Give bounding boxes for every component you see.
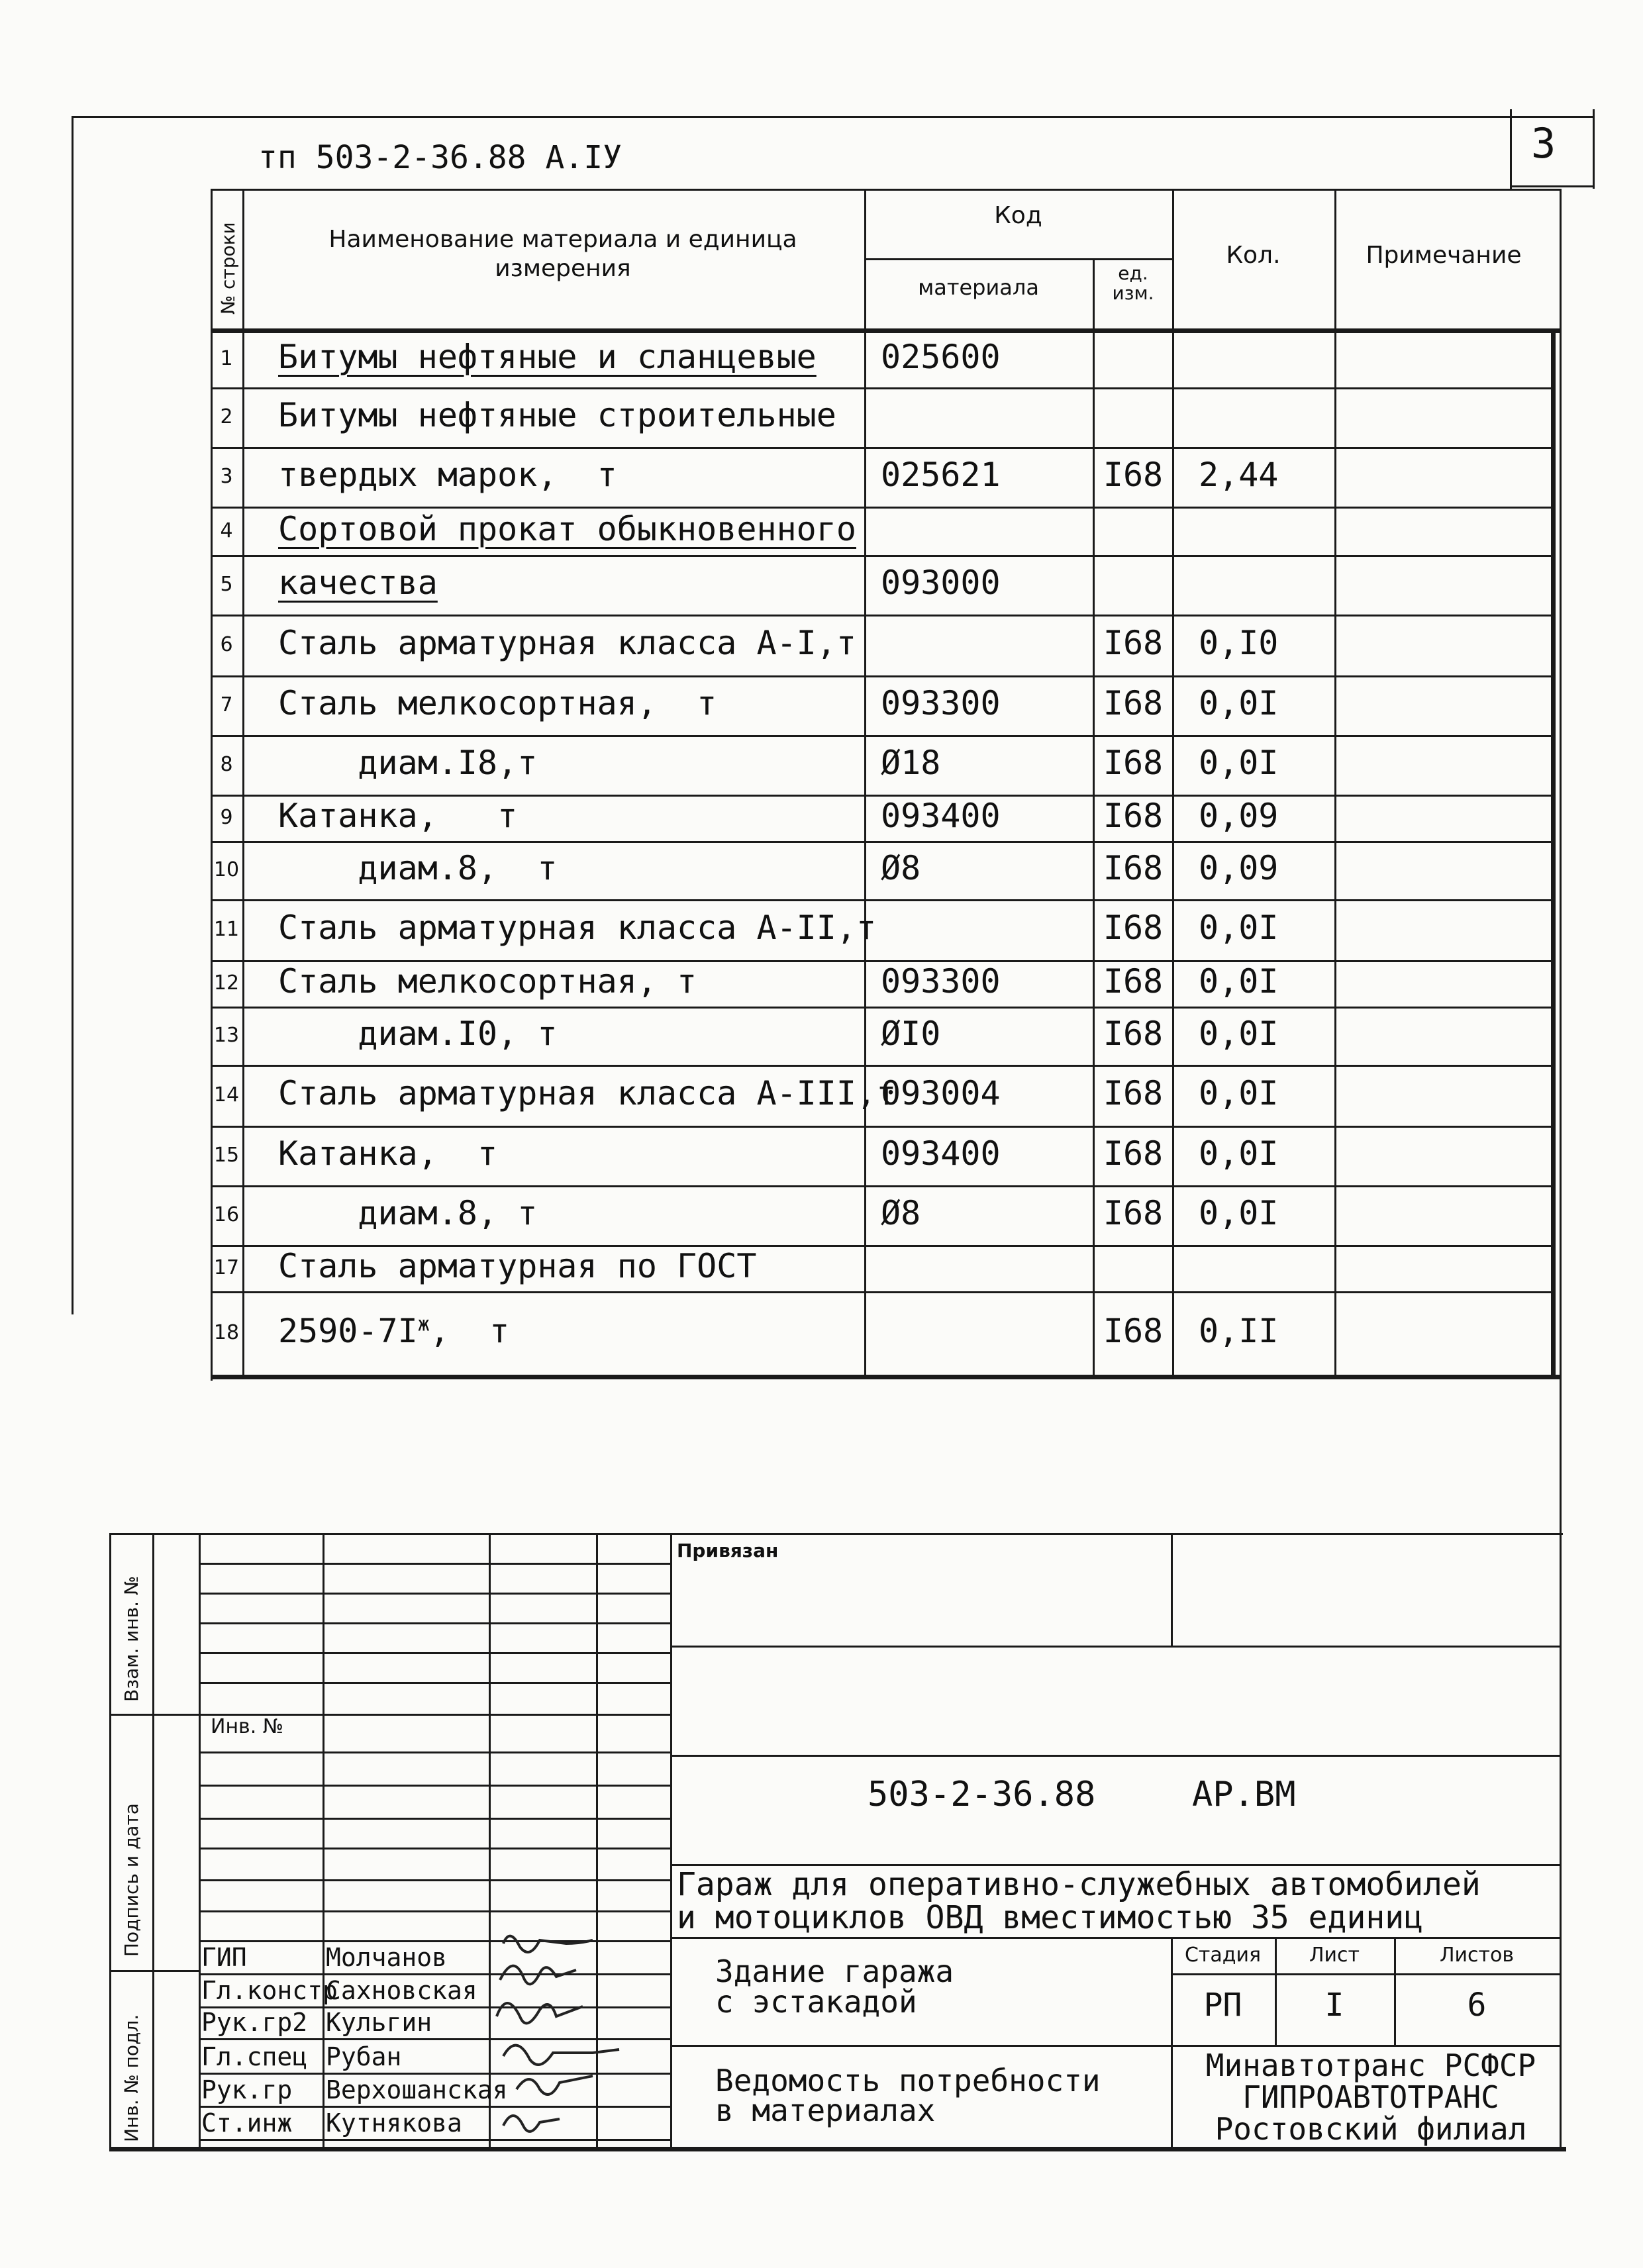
side-label-inv-podl: Инв. № подл. xyxy=(121,2014,142,2142)
signature-3 xyxy=(497,2003,583,2023)
row-unit-code: I68 xyxy=(1103,849,1164,887)
row-number: 3 xyxy=(220,465,233,488)
row-material-name-tail: , т xyxy=(429,1312,510,1350)
row-material-name-sup: ж xyxy=(417,1312,430,1336)
signatures xyxy=(490,1924,669,2142)
frame-left-top xyxy=(72,116,74,1314)
object-name-2: с эстакадой xyxy=(715,1984,917,2020)
row-unit-code: I68 xyxy=(1103,909,1164,947)
row-quantity: 0,0I xyxy=(1199,1014,1279,1053)
row-unit-code: I68 xyxy=(1103,962,1164,1001)
role-person-name: Сахновская xyxy=(326,1976,477,2005)
row-separator xyxy=(211,1007,866,1009)
stamp-left-inner xyxy=(199,1533,201,2149)
row-separator xyxy=(864,1065,1553,1067)
row-material-name xyxy=(278,909,876,947)
row-material-name-text: Катанка, т xyxy=(278,797,518,835)
row-separator xyxy=(864,1185,1553,1187)
row-number: 2 xyxy=(220,405,233,428)
row-quantity: 0,0I xyxy=(1199,1194,1279,1232)
org-line-1: Минавтотранс РСФСР xyxy=(1205,2047,1536,2083)
table-top-border xyxy=(211,189,1562,191)
signature-4 xyxy=(503,2046,619,2065)
stamp-stage-header-line xyxy=(1171,1973,1562,1975)
row-unit-code: I68 xyxy=(1103,456,1164,494)
row-material-name xyxy=(278,1194,537,1232)
stamp-grid-row xyxy=(199,1682,670,1684)
header-qty: Кол. xyxy=(1226,242,1281,269)
row-material-name xyxy=(278,338,817,376)
row-separator xyxy=(211,1185,866,1187)
row-material-code: ØI0 xyxy=(881,1014,941,1053)
row-material-code: 093300 xyxy=(881,684,1001,722)
row-material-name-text: Сталь арматурная класса А-III,т xyxy=(278,1074,897,1112)
header-name: Наименование материала и единица измерения xyxy=(328,226,797,282)
frame-top xyxy=(72,116,1595,118)
row-material-name-text: Катанка, т xyxy=(278,1134,498,1173)
stamp-line-1 xyxy=(670,1646,1561,1648)
row-material-name-text: качества xyxy=(278,564,438,602)
row-material-code: Ø8 xyxy=(881,1194,921,1232)
row-material-name xyxy=(278,1074,896,1112)
row-unit-code: I68 xyxy=(1103,684,1164,722)
header-code-unit: ед. изм. xyxy=(1112,262,1154,304)
row-separator xyxy=(864,1291,1553,1293)
doc-title-1: Ведомость потребности xyxy=(715,2063,1101,2098)
row-material-name xyxy=(278,1247,756,1285)
stamp-grid-row xyxy=(199,1785,670,1787)
row-material-code: Ø18 xyxy=(881,744,941,782)
row-number: 12 xyxy=(213,971,240,995)
stage-label: Стадия xyxy=(1184,1944,1262,1967)
stamp-main-left xyxy=(670,1533,672,2149)
row-separator xyxy=(864,615,1553,616)
org-line-2: ГИПРОАВТОТРАНС xyxy=(1242,2079,1499,2115)
row-quantity: 0,0I xyxy=(1199,1074,1279,1112)
header-code-material: материала xyxy=(918,275,1039,300)
row-material-name-text: 2590-7I xyxy=(278,1312,418,1350)
row-material-name-text: диам.I0, т xyxy=(278,1014,558,1053)
row-quantity: 0,0I xyxy=(1199,744,1279,782)
row-material-name-text: Сталь арматурная по ГОСТ xyxy=(278,1247,757,1285)
row-separator xyxy=(864,555,1553,557)
stamp-grid-row xyxy=(199,1879,670,1881)
row-number: 1 xyxy=(220,346,233,370)
table-right-thick xyxy=(1551,328,1556,1376)
row-number: 18 xyxy=(213,1321,240,1344)
stamp-line-2 xyxy=(670,1755,1561,1757)
row-separator xyxy=(864,841,1553,843)
side-label-divider xyxy=(152,1533,154,2149)
row-material-name-text: диам.I8,т xyxy=(278,744,538,782)
row-unit-code: I68 xyxy=(1103,1194,1164,1232)
row-quantity: 0,0I xyxy=(1199,1134,1279,1173)
row-material-code: 093300 xyxy=(881,962,1001,1001)
row-separator xyxy=(211,1126,866,1128)
role-person-name: Верхошанская xyxy=(326,2075,508,2104)
row-material-code: 093000 xyxy=(881,564,1001,602)
doc-title-2: в материалах xyxy=(715,2093,936,2128)
row-separator xyxy=(211,1291,866,1293)
row-material-name xyxy=(278,1312,509,1350)
stamp-grid-row xyxy=(199,1593,670,1595)
col-divider-qty xyxy=(1334,189,1336,1377)
row-number: 10 xyxy=(213,858,240,881)
col-divider-rowno xyxy=(242,189,244,1377)
frame-right-top xyxy=(1593,109,1595,189)
row-unit-code: I68 xyxy=(1103,624,1164,662)
col-divider-unit xyxy=(1172,189,1174,1377)
row-material-name xyxy=(278,962,697,1001)
role-label: Рук.гр2 xyxy=(201,2008,308,2037)
stamp-bottom-line xyxy=(109,2147,1566,2151)
sheets-value: 6 xyxy=(1467,1987,1487,2024)
row-material-name xyxy=(278,456,617,494)
table-right-border xyxy=(1560,189,1562,1533)
privyazan-divider xyxy=(1171,1533,1173,1646)
side-label-podpis: Подпись и дата xyxy=(121,1803,142,1957)
row-material-name xyxy=(278,797,517,835)
row-separator xyxy=(211,1065,866,1067)
row-material-name-text: Сортовой прокат обыкновенного xyxy=(278,509,856,548)
row-number: 16 xyxy=(213,1203,240,1226)
row-separator xyxy=(864,1245,1553,1247)
row-material-name xyxy=(278,624,856,662)
row-number: 9 xyxy=(220,806,233,829)
row-unit-code: I68 xyxy=(1103,1074,1164,1112)
row-separator xyxy=(211,735,866,737)
stage-value: РП xyxy=(1203,1987,1242,2024)
row-separator xyxy=(211,387,866,389)
role-label: ГИП xyxy=(201,1943,247,1972)
row-number: 11 xyxy=(213,918,240,941)
role-person-name: Кульгин xyxy=(326,2008,432,2037)
header-note: Примечание xyxy=(1366,242,1522,269)
inv-no-label: Инв. № xyxy=(211,1715,284,1738)
row-material-code: 093400 xyxy=(881,1134,1001,1173)
sheet-no-box-left xyxy=(1510,109,1512,189)
role-person-name: Рубан xyxy=(326,2042,402,2071)
row-material-code: 025600 xyxy=(881,337,1001,376)
row-material-name xyxy=(278,564,438,602)
row-separator xyxy=(211,899,866,901)
stamp-grid-row xyxy=(199,1563,670,1565)
role-person-name: Молчанов xyxy=(326,1943,448,1972)
stamp-org-divider xyxy=(1171,1937,1173,2147)
row-unit-code: I68 xyxy=(1103,1312,1164,1350)
stamp-left-outer xyxy=(109,1533,111,2149)
role-label: Рук.гр xyxy=(201,2075,293,2104)
row-quantity: 0,II xyxy=(1199,1312,1279,1350)
stamp-grid-row xyxy=(199,1910,670,1912)
row-separator xyxy=(864,387,1553,389)
row-unit-code: I68 xyxy=(1103,744,1164,782)
stamp-grid-row xyxy=(199,1622,670,1624)
row-unit-code: I68 xyxy=(1103,1014,1164,1053)
signature-1 xyxy=(503,1936,593,1952)
row-material-code: 025621 xyxy=(881,456,1001,494)
object-name-1: Здание гаража xyxy=(715,1953,954,1989)
sheet-value: I xyxy=(1324,1987,1344,2024)
row-number: 7 xyxy=(220,693,233,716)
row-number: 8 xyxy=(220,753,233,776)
row-material-name xyxy=(278,849,557,887)
row-separator xyxy=(211,447,866,449)
header-code: Код xyxy=(994,202,1042,229)
side-sep-2 xyxy=(109,1970,199,1972)
side-sep-1 xyxy=(109,1714,199,1716)
designation: 503-2-36.88 xyxy=(868,1775,1096,1814)
row-separator xyxy=(864,447,1553,449)
row-separator xyxy=(211,1375,866,1377)
row-material-name xyxy=(278,1134,497,1173)
signature-2 xyxy=(500,1966,576,1985)
stamp-top-line xyxy=(109,1533,1563,1535)
row-separator xyxy=(211,555,866,557)
row-material-name-text: диам.8, т xyxy=(278,849,558,887)
stamp-line-4 xyxy=(670,1937,1561,1939)
row-unit-code: I68 xyxy=(1103,797,1164,835)
stamp-grid-row xyxy=(199,1652,670,1654)
row-separator xyxy=(864,1126,1553,1128)
row-material-name-text: Сталь арматурная класса А-II,т xyxy=(278,909,877,947)
signature-5 xyxy=(517,2076,593,2095)
row-separator xyxy=(211,507,866,509)
sheets-label: Листов xyxy=(1439,1944,1515,1967)
row-quantity: 0,0I xyxy=(1199,909,1279,947)
row-material-name-text: Сталь мелкосортная, т xyxy=(278,684,717,722)
row-number: 5 xyxy=(220,573,233,596)
row-material-name-text: твердых марок, т xyxy=(278,456,617,494)
row-number: 4 xyxy=(220,518,233,542)
row-material-name-text: Битумы нефтяные строительные xyxy=(278,396,836,434)
stamp-grid-row xyxy=(199,1848,670,1849)
row-material-name-text: Битумы нефтяные и сланцевые xyxy=(278,337,817,376)
row-material-code: 093004 xyxy=(881,1074,1001,1112)
row-separator xyxy=(864,675,1553,677)
stamp-grid-col xyxy=(323,1533,324,2149)
designation-mark: АР.ВМ xyxy=(1192,1775,1296,1814)
project-title-1: Гараж для оперативно-служебных автомобилей xyxy=(677,1866,1481,1903)
row-quantity: 2,44 xyxy=(1199,456,1279,494)
project-title-2: и мотоциклов ОВД вместимостью 35 единиц xyxy=(677,1899,1424,1936)
side-label-vzam: Взам. инв. № xyxy=(121,1575,142,1702)
role-label: Ст.инж xyxy=(201,2108,293,2138)
col-divider-name xyxy=(864,189,866,1377)
row-number: 6 xyxy=(220,633,233,656)
row-separator xyxy=(864,1007,1553,1009)
row-unit-code: I68 xyxy=(1103,1134,1164,1173)
row-material-name xyxy=(278,510,856,548)
signature-6 xyxy=(503,2116,560,2132)
stamp-line-5 xyxy=(670,2045,1561,2047)
row-number: 17 xyxy=(213,1256,240,1279)
row-material-name xyxy=(278,684,717,722)
row-material-name-text: Сталь мелкосортная, т xyxy=(278,962,697,1001)
row-material-code: 093400 xyxy=(881,797,1001,835)
row-number: 13 xyxy=(213,1024,240,1047)
row-separator xyxy=(211,675,866,677)
row-separator xyxy=(864,1375,1553,1377)
row-material-name xyxy=(278,744,537,782)
row-separator xyxy=(211,841,866,843)
row-material-code: Ø8 xyxy=(881,849,921,887)
header-bottom-line xyxy=(211,328,1562,333)
row-separator xyxy=(864,735,1553,737)
row-quantity: 0,I0 xyxy=(1199,624,1279,662)
header-row-no: № строки xyxy=(217,222,239,315)
row-separator xyxy=(864,507,1553,509)
row-quantity: 0,09 xyxy=(1199,849,1279,887)
row-number: 14 xyxy=(213,1083,240,1107)
row-separator xyxy=(864,899,1553,901)
row-quantity: 0,09 xyxy=(1199,797,1279,835)
row-quantity: 0,0I xyxy=(1199,684,1279,722)
sheet-label: Лист xyxy=(1309,1944,1360,1967)
sheet-no-box-bottom xyxy=(1510,185,1595,187)
stamp-grid-row xyxy=(199,1818,670,1820)
stamp-grid-row xyxy=(199,1751,670,1753)
doc-code-header: тп 503-2-36.88 А.IУ xyxy=(258,139,622,176)
row-quantity: 0,0I xyxy=(1199,962,1279,1001)
privyazan-label: Привязан xyxy=(677,1540,779,1561)
row-number: 15 xyxy=(213,1144,240,1167)
row-material-name-text: диам.8, т xyxy=(278,1194,538,1232)
org-line-3: Ростовский филиал xyxy=(1215,2111,1527,2147)
row-material-name xyxy=(278,396,836,434)
row-material-name-text: Сталь арматурная класса А-I,т xyxy=(278,624,856,662)
role-label: Гл.спец xyxy=(201,2042,308,2071)
row-material-name xyxy=(278,1014,557,1053)
role-person-name: Кутнякова xyxy=(326,2108,462,2138)
sheet-number: 3 xyxy=(1531,119,1556,168)
row-separator xyxy=(211,615,866,616)
role-label: Гл.констр xyxy=(201,1976,338,2005)
code-subheader-line xyxy=(864,258,1172,260)
